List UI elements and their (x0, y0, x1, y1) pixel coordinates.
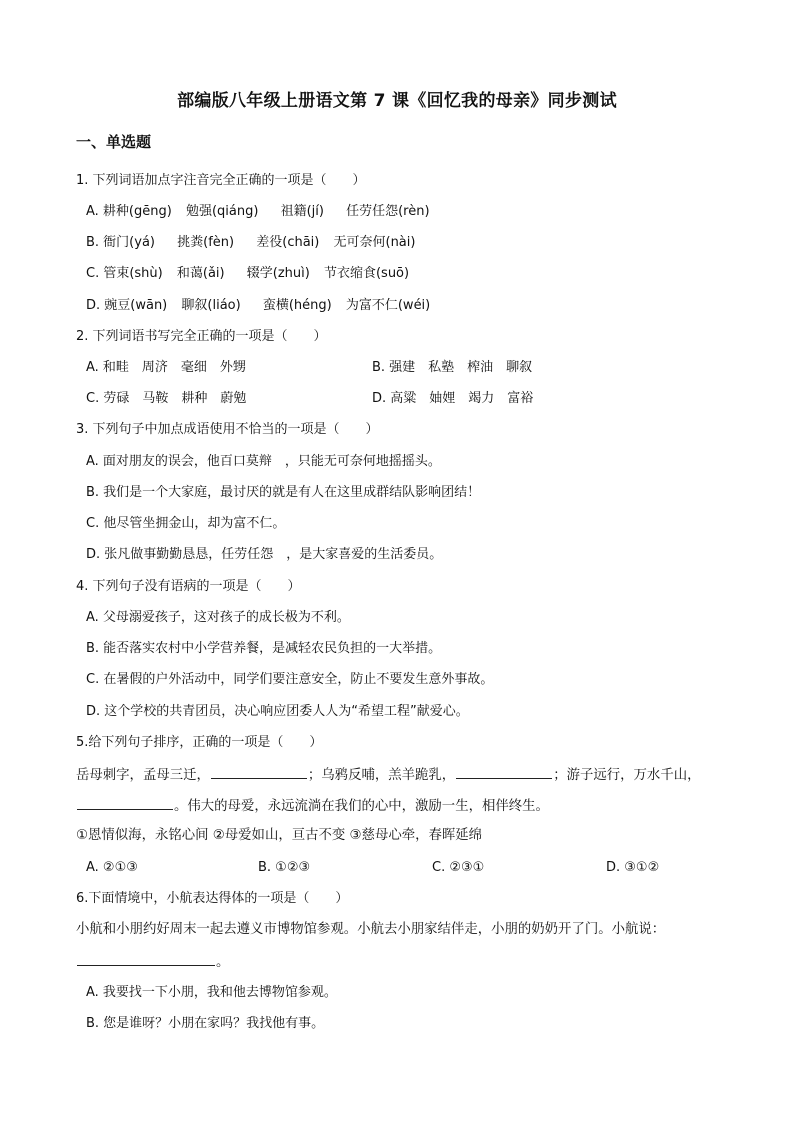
option-a-word-4: 任劳任怨(rèn) (346, 204, 430, 219)
question-6-context: 小航和小朋约好周末一起去遵义市博物馆参观。小航去小朋家结伴走，小朋的奶奶开了门。小航说： (76, 922, 666, 937)
option-b-word-1: B. 衙门(yá) (86, 235, 155, 250)
question-4-stem: 4. 下列句子没有语病的一项是（ ） (76, 579, 301, 594)
question-3-option-c: C. 他尽管坐拥金山，却为富不仁。 (86, 516, 286, 531)
option-b-word-3: 差役(chāi) (256, 235, 320, 250)
option-c-word-1: C. 管束(shù) (86, 266, 163, 281)
question-5-option-a: A. ②①③ (86, 860, 138, 875)
option-c-word-2: 和蔼(ǎi) (176, 266, 225, 281)
question-3-option-d: D. 张凡做事勤勤恳恳，任劳任怨 ，是大家喜爱的生活委员。 (86, 547, 443, 562)
question-6-stem: 6.下面情境中，小航表达得体的一项是（ ） (76, 891, 349, 906)
question-5-option-b: B. ①②③ (258, 860, 311, 875)
option-d-word-2: 聊叙(liáo) (181, 298, 241, 313)
question-6-option-a: A. 我要找一下小朋，我和他去博物馆参观。 (86, 985, 337, 1000)
question-2-option-c: C. 劳碌 马鞍 耕种 蔚勉 (86, 391, 247, 406)
page-title: 部编版八年级上册语文第 7 课《回忆我的母亲》同步测试 (177, 91, 617, 111)
section-heading: 一、单选题 (76, 133, 152, 151)
question-1-stem: 1. 下列词语加点字注音完全正确的一项是（ ） (76, 173, 366, 188)
option-a-word-1: A. 耕种(gēng) (86, 204, 172, 219)
question-4-option-d: D. 这个学校的共青团员，决心响应团委人人为“希望工程”献爱心。 (86, 704, 469, 719)
option-c-word-4: 节衣缩食(suō) (323, 266, 410, 281)
passage-part-2: ；乌鸦反哺，羔羊跪乳， (307, 768, 456, 783)
question-1-option-d (86, 297, 430, 315)
question-4-option-b: B. 能否落实农村中小学营养餐，是减轻农民负担的一大举措。 (86, 641, 442, 656)
question-6-answer-line (76, 952, 229, 972)
option-a-word-3: 祖籍(jí) (280, 204, 324, 219)
question-3-option-a: A. 面对朋友的误会，他百口莫辩 ，只能无可奈何地摇摇头。 (86, 454, 441, 469)
option-b-word-4: 无可奈何(nài) (333, 235, 416, 250)
question-4-option-a: A. 父母溺爱孩子，这对孩子的成长极为不利。 (86, 610, 350, 625)
passage-part-4: 。伟大的母爱，永远流淌在我们的心中，激励一生，相伴终生。 (174, 799, 549, 814)
option-c-word-3: 辍学(zhuì) (246, 266, 310, 281)
question-1-option-b (86, 234, 415, 252)
question-5-passage-line-2 (76, 796, 549, 816)
question-5-option-c: C. ②③① (432, 860, 485, 875)
answer-line-end: 。 (216, 955, 230, 970)
question-5-option-d: D. ③①② (606, 860, 660, 875)
answer-blank (77, 952, 215, 966)
question-6-option-b: B. 您是谁呀？小朋在家吗？我找他有事。 (86, 1016, 325, 1031)
question-4-option-c: C. 在暑假的户外活动中，同学们要注意安全，防止不要发生意外事故。 (86, 672, 494, 687)
fill-blank-1 (211, 765, 307, 779)
question-3-option-b: B. 我们是一个大家庭，最讨厌的就是有人在这里成群结队影响团结！ (86, 485, 481, 500)
option-d-word-1: D. 豌豆(wān) (86, 298, 168, 313)
passage-part-1: 岳母刺字，孟母三迁， (76, 768, 210, 783)
fill-blank-3 (77, 796, 173, 810)
question-2-option-d: D. 高粱 妯娌 竭力 富裕 (372, 391, 534, 406)
question-2-option-b: B. 强建 私塾 榨油 聊叙 (372, 360, 533, 375)
passage-part-3: ；游子远行，万水千山， (553, 768, 701, 783)
question-2-stem: 2. 下列词语书写完全正确的一项是（ ） (76, 329, 327, 344)
question-5-passage-line-1 (76, 765, 701, 785)
fill-blank-2 (456, 765, 552, 779)
question-3-stem: 3. 下列句子中加点成语使用不恰当的一项是（ ） (76, 422, 379, 437)
option-d-word-4: 为富不仁(wéi) (345, 298, 431, 313)
question-1-option-a (86, 203, 430, 221)
option-b-word-2: 挑粪(fèn) (177, 235, 235, 250)
option-a-word-2: 勉强(qiáng) (185, 204, 259, 219)
question-1-option-c (86, 265, 409, 283)
question-5-stem: 5.给下列句子排序，正确的一项是（ ） (76, 735, 323, 750)
question-2-option-a: A. 和畦 周济 毫细 外甥 (86, 360, 246, 375)
option-d-word-3: 蛮横(héng) (262, 298, 332, 313)
question-5-choices: ①恩情似海，永铭心间 ②母爱如山，亘古不变 ③慈母心牵，春晖延绵 (76, 828, 483, 843)
